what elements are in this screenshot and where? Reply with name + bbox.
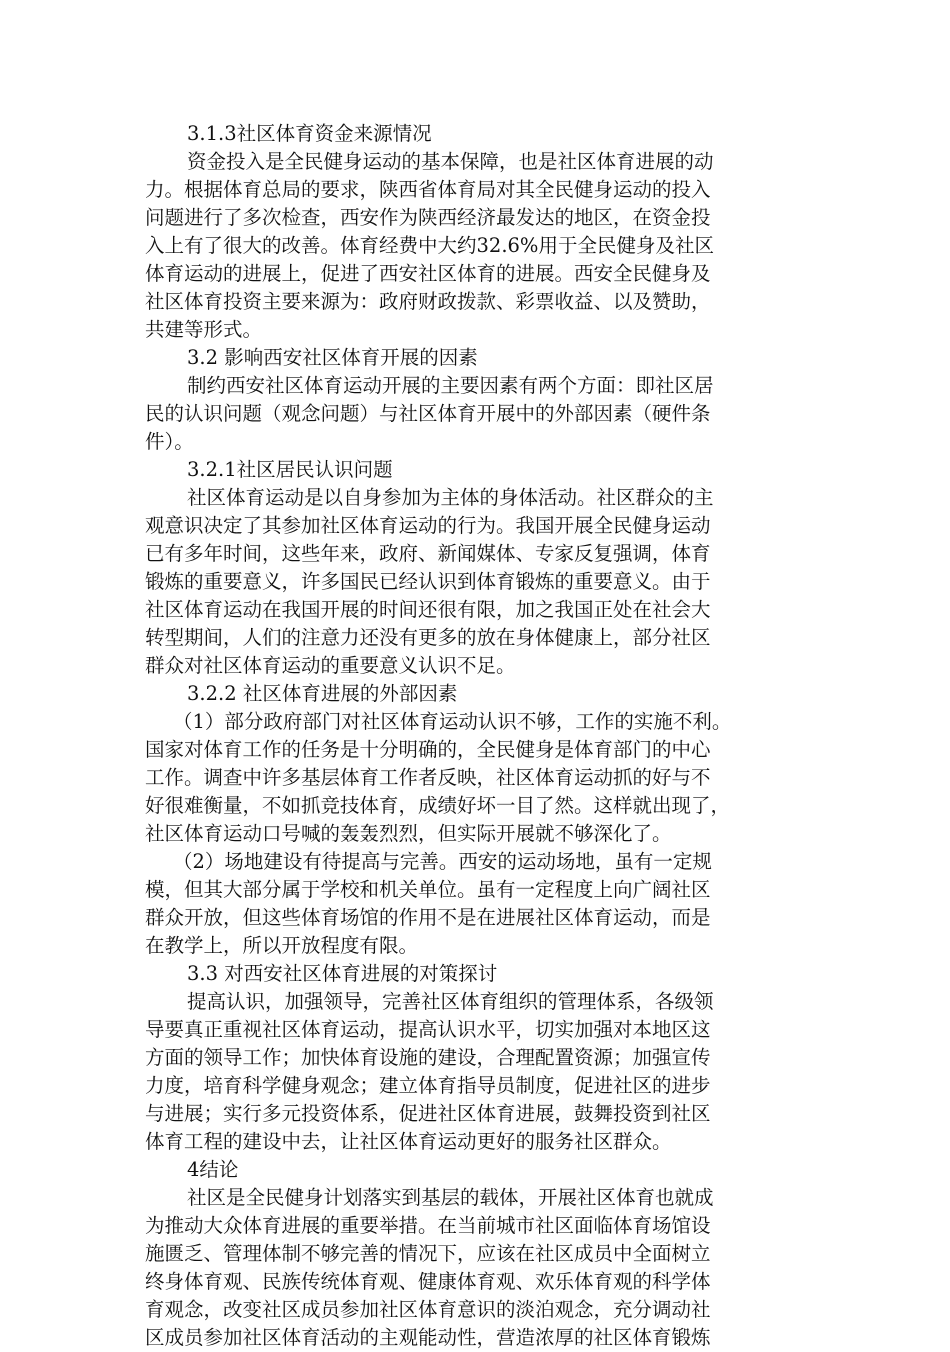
text-line: 终身体育观、民族传统体育观、健康体育观、欢乐体育观的科学体 xyxy=(145,1270,711,1293)
text-line: 3.2.2 社区体育进展的外部因素 xyxy=(187,682,458,705)
text-line: 国家对体育工作的任务是十分明确的，全民健身是体育部门的中心 xyxy=(145,738,711,761)
text-line: 导要真正重视社区体育运动，提高认识水平，切实加强对本地区这 xyxy=(145,1018,711,1041)
text-line: 社区体育运动在我国开展的时间还很有限，加之我国正处在社会大 xyxy=(145,598,711,621)
text-line: 4结论 xyxy=(187,1158,239,1181)
text-line: 3.2.1社区居民认识问题 xyxy=(187,458,393,481)
text-line: 体育运动的进展上，促进了西安社区体育的进展。西安全民健身及 xyxy=(145,262,711,285)
text-line: 模，但其大部分属于学校和机关单位。虽有一定程度上向广阔社区 xyxy=(145,878,711,901)
text-line: 施匮乏、管理体制不够完善的情况下，应该在社区成员中全面树立 xyxy=(145,1242,711,1265)
text-line: 共建等形式。 xyxy=(145,318,263,341)
text-line: 社区体育运动口号喊的轰轰烈烈，但实际开展就不够深化了。 xyxy=(145,822,672,845)
text-line: 社区是全民健身计划落实到基层的载体，开展社区体育也就成 xyxy=(187,1186,714,1209)
text-line: 资金投入是全民健身运动的基本保障，也是社区体育进展的动 xyxy=(187,150,714,173)
text-line: 好很难衡量，不如抓竞技体育，成绩好坏一目了然。这样就出现了， xyxy=(145,794,731,817)
text-line: 方面的领导工作；加快体育设施的建设，合理配置资源；加强宣传 xyxy=(145,1046,711,1069)
text-line: 民的认识问题（观念问题）与社区体育开展中的外部因素（硬件条 xyxy=(145,402,711,425)
text-line: （2）场地建设有待提高与完善。西安的运动场地，虽有一定规 xyxy=(173,850,712,873)
text-line: 已有多年时间，这些年来，政府、新闻媒体、专家反复强调，体育 xyxy=(145,542,711,565)
text-line: 提高认识，加强领导，完善社区体育组织的管理体系，各级领 xyxy=(187,990,714,1013)
text-line: 3.2 影响西安社区体育开展的因素 xyxy=(187,346,478,369)
text-line: 体育工程的建设中去，让社区体育运动更好的服务社区群众。 xyxy=(145,1130,672,1153)
text-line: 入上有了很大的改善。体育经费中大约32.6%用于全民健身及社区 xyxy=(145,234,714,257)
text-line: 工作。调查中许多基层体育工作者反映，社区体育运动抓的好与不 xyxy=(145,766,711,789)
text-line: 件）。 xyxy=(145,430,194,453)
text-line: 群众对社区体育运动的重要意义认识不足。 xyxy=(145,654,516,677)
text-line: 与进展；实行多元投资体系，促进社区体育进展，鼓舞投资到社区 xyxy=(145,1102,711,1125)
text-line: 观意识决定了其参加社区体育运动的行为。我国开展全民健身运动 xyxy=(145,514,711,537)
text-line: （1）部分政府部门对社区体育运动认识不够，工作的实施不利。 xyxy=(173,710,732,733)
text-line: 育观念，改变社区成员参加社区体育意识的淡泊观念，充分调动社 xyxy=(145,1298,711,1321)
text-line: 社区体育运动是以自身参加为主体的身体活动。社区群众的主 xyxy=(187,486,714,509)
text-line: 区成员参加社区体育活动的主观能动性，营造浓厚的社区体育锻炼 xyxy=(145,1326,711,1349)
text-line: 为推动大众体育进展的重要举措。在当前城市社区面临体育场馆设 xyxy=(145,1214,711,1237)
text-line: 3.1.3社区体育资金来源情况 xyxy=(187,122,432,145)
text-line: 制约西安社区体育运动开展的主要因素有两个方面：即社区居 xyxy=(187,374,714,397)
text-line: 3.3 对西安社区体育进展的对策探讨 xyxy=(187,962,498,985)
text-line: 问题进行了多次检查，西安作为陕西经济最发达的地区，在资金投 xyxy=(145,206,711,229)
text-line: 社区体育投资主要来源为：政府财政拨款、彩票收益、以及赞助， xyxy=(145,290,711,313)
text-line: 锻炼的重要意义，许多国民已经认识到体育锻炼的重要意义。由于 xyxy=(145,570,711,593)
text-line: 群众开放，但这些体育场馆的作用不是在进展社区体育运动，而是 xyxy=(145,906,711,929)
text-line: 在教学上，所以开放程度有限。 xyxy=(145,934,419,957)
text-line: 力。根据体育总局的要求，陕西省体育局对其全民健身运动的投入 xyxy=(145,178,711,201)
document-body xyxy=(145,120,810,1352)
text-line: 力度，培育科学健身观念；建立体育指导员制度，促进社区的进步 xyxy=(145,1074,711,1097)
text-line: 转型期间，人们的注意力还没有更多的放在身体健康上，部分社区 xyxy=(145,626,711,649)
